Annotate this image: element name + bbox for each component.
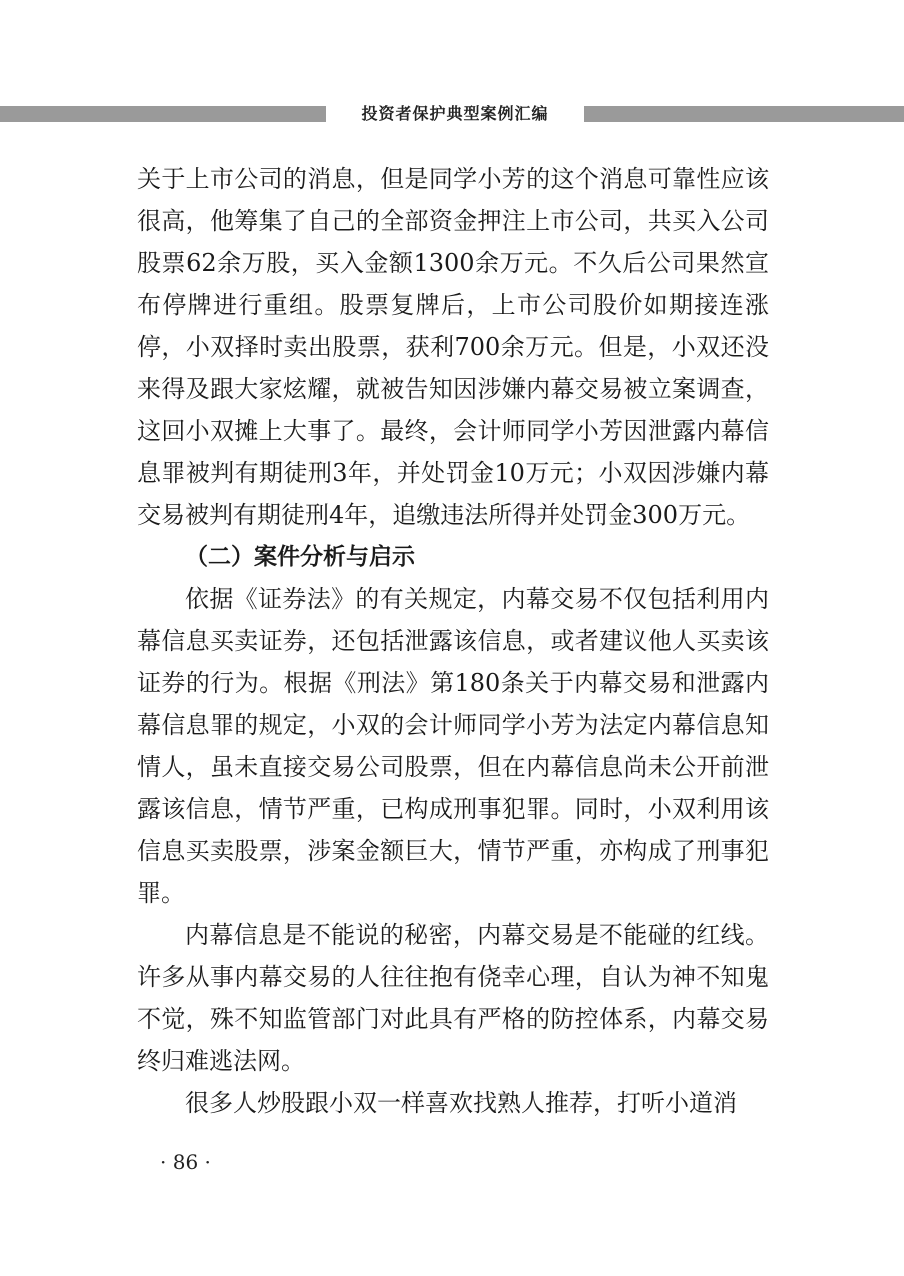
header-rule-right	[584, 106, 904, 122]
header-rule-left	[0, 106, 326, 122]
page-number: · 86 ·	[160, 1150, 211, 1174]
paragraph-red-line: 内幕信息是不能说的秘密，内幕交易是不能碰的红线。许多从事内幕交易的人往往抱有侥幸心理，自认为神不知鬼不觉，殊不知监管部门对此具有严格的防控体系，内幕交易终归难逃法网。	[137, 921, 769, 1075]
paragraph-legal-analysis: 依据《证券法》的有关规定，内幕交易不仅包括利用内幕信息买卖证券，还包括泄露该信息，或者建议他人买卖该证券的行为。根据《刑法》第180条关于内幕交易和泄露内幕信息罪的规定，小双的会计师同学小芳为法定内幕信息知情人，虽未直接交易公司股票，但在内幕信息尚未公开前泄露该信息，情节严重，已构成刑事犯罪。同时，小双利用该信息买卖股票，涉案金额巨大，情节严重，亦构成了刑事犯罪。	[137, 585, 769, 907]
running-header-title: 投资者保护典型案例汇编	[361, 104, 549, 123]
paragraph-case-continuation: 关于上市公司的消息，但是同学小芳的这个消息可靠性应该很高，他筹集了自己的全部资金押注上市公司，共买入公司股票62余万股，买入金额1300余万元。不久后公司果然宣布停牌进行重组。股票复牌后，上市公司股价如期接连涨停，小双择时卖出股票，获利700余万元。但是，小双还没来得及跟大家炫耀，就被告知因涉嫌内幕交易被立案调查，这回小双摊上大事了。最终，会计师同学小芳因泄露内幕信息罪被判有期徒刑3年，并处罚金10万元；小双因涉嫌内幕交易被判有期徒刑4年，追缴违法所得并处罚金300万元。	[137, 165, 769, 529]
section-heading: （二）案件分析与启示	[185, 544, 415, 570]
page-body	[137, 158, 769, 1124]
paragraph-tips-start: 很多人炒股跟小双一样喜欢找熟人推荐，打听小道消	[185, 1089, 737, 1117]
